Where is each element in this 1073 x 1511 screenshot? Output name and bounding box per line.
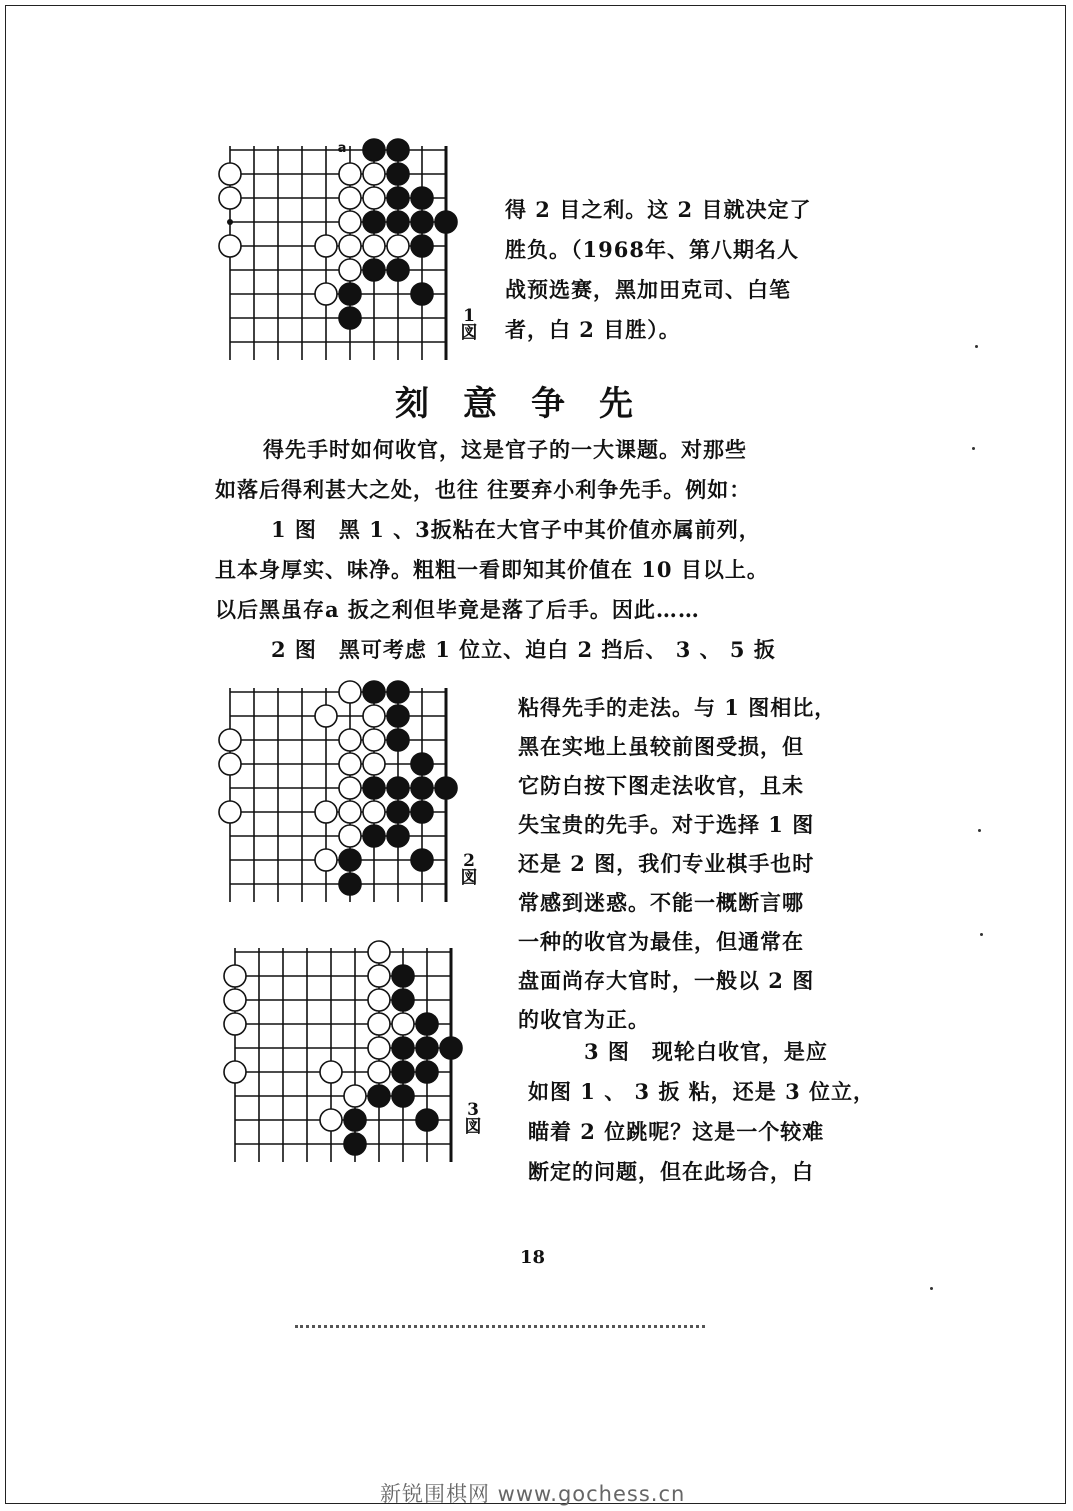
white-stone [219,801,241,823]
caption-line: 失宝贵的先手。对于选择 1 图 [518,812,815,837]
white-stone [363,801,385,823]
white-stone [339,777,361,799]
white-stone [363,187,385,209]
figure-3-caption [528,1032,875,1192]
black-stone [387,259,409,281]
black-stone [387,163,409,185]
white-stone [339,187,361,209]
figure-2-caption [518,688,836,1039]
caption-line: 断定的问题，但在此场合，白 [528,1159,814,1184]
black-stone [435,777,457,799]
scan-speck [978,829,981,832]
white-stone [224,965,246,987]
caption-line: 常感到迷惑。不能一概断言哪 [518,890,804,915]
scan-speck [975,345,978,348]
footer-scan-artifact [295,1325,705,1332]
white-stone [219,753,241,775]
black-stone [416,1013,438,1035]
body-line: 2 图 黑可考虑 1 位立、迫白 2 挡后、 3 、 5 扳 [271,637,776,662]
caption-line: 还是 2 图，我们专业棋手也时 [518,851,815,876]
black-stone [411,211,433,233]
white-stone [339,211,361,233]
black-stone [363,681,385,703]
white-stone [387,235,409,257]
page-number: 18 [520,1247,546,1268]
black-stone [392,965,414,987]
black-stone [416,1037,438,1059]
black-stone [387,729,409,751]
black-stone [363,259,385,281]
white-stone [368,1061,390,1083]
white-stone [344,1085,366,1107]
black-stone [387,777,409,799]
figure-1-caption [505,190,811,350]
caption-line: 的收官为正。 [518,1007,650,1032]
caption-line: 一种的收官为最佳，但通常在 [518,929,804,954]
black-stone [411,187,433,209]
white-stone [315,283,337,305]
black-stone [387,211,409,233]
black-stone [387,139,409,161]
white-stone [315,235,337,257]
white-stone [339,235,361,257]
go-diagram-figure-1 [210,138,460,370]
white-stone [392,1013,414,1035]
white-stone [339,801,361,823]
black-stone [411,777,433,799]
white-stone [363,753,385,775]
white-stone [219,235,241,257]
white-stone [363,235,385,257]
body-line: 1 图 黑 1 、3扳粘在大官子中其价值亦属前列， [271,517,761,542]
black-stone [416,1109,438,1131]
black-stone [344,1133,366,1155]
black-stone [392,1061,414,1083]
caption-line: 3 图 现轮白收官，是应 [584,1039,828,1064]
black-stone [368,1085,390,1107]
black-stone [339,283,361,305]
white-stone [320,1061,342,1083]
white-stone [339,825,361,847]
body-line: 且本身厚实、味净。粗粗一看即知其价值在 10 目以上。 [215,557,769,582]
black-stone [363,825,385,847]
white-stone [339,681,361,703]
white-stone [224,1061,246,1083]
black-stone [387,825,409,847]
caption-line: 得 2 目之利。这 2 目就决定了 [505,197,812,222]
black-stone [339,307,361,329]
white-stone [219,729,241,751]
white-stone [320,1109,342,1131]
black-stone [387,801,409,823]
white-stone [339,729,361,751]
black-stone [411,801,433,823]
body-line: 以后黑虽存a 扳之利但毕竟是落了后手。因此…… [215,597,700,622]
black-stone [387,705,409,727]
black-stone [411,283,433,305]
caption-line: 盘面尚存大官时，一般以 2 图 [518,968,815,993]
black-stone [344,1109,366,1131]
black-stone [416,1061,438,1083]
white-stone [368,989,390,1011]
white-stone [315,705,337,727]
black-stone [392,1037,414,1059]
figure-2-label: 2 図 [460,851,478,888]
black-stone [363,777,385,799]
black-stone [363,211,385,233]
black-stone [411,235,433,257]
caption-line: 它防白按下图走法收官，且未 [518,773,804,798]
body-text [215,430,776,670]
caption-line: 黑在实地上虽较前图受损，但 [518,734,804,759]
caption-line: 者，白 2 目胜）。 [505,317,681,342]
black-stone [387,187,409,209]
white-stone [363,705,385,727]
black-stone [387,681,409,703]
site-watermark: 新锐围棋网 www.gochess.cn [380,1482,686,1506]
white-stone [363,163,385,185]
white-stone [368,1013,390,1035]
white-stone [219,187,241,209]
white-stone [315,801,337,823]
caption-line: 瞄着 2 位跳呢？这是一个较难 [528,1119,825,1144]
caption-line: 粘得先手的走法。与 1 图相比， [518,695,837,720]
caption-line: 如图 1 、 3 扳 粘，还是 3 位立， [528,1079,876,1104]
white-stone [368,941,390,963]
scan-speck [980,933,983,936]
black-stone [411,849,433,871]
black-stone [440,1037,462,1059]
black-stone [339,849,361,871]
scan-speck [930,1287,933,1290]
figure-1-label: 1 図 [460,306,478,343]
board1-label-a: a [337,141,347,156]
scan-speck [972,447,975,450]
body-line: 得先手时如何收官，这是官子的一大课题。对那些 [263,437,747,462]
caption-line: 战预选赛，黑加田克司、白笔 [505,277,791,302]
caption-line: 胜负。（1968年、第八期名人 [505,237,799,262]
black-stone [392,989,414,1011]
white-stone [339,163,361,185]
black-stone [411,753,433,775]
section-title: 刻意争先 [395,384,667,424]
white-stone [368,1037,390,1059]
black-stone [392,1085,414,1107]
body-line: 如落后得利甚大之处，也往 往要弃小利争先手。例如： [215,477,752,502]
white-stone [368,965,390,987]
white-stone [219,163,241,185]
go-diagram-figure-2 [210,680,460,912]
white-stone [315,849,337,871]
black-stone [363,139,385,161]
white-stone [363,729,385,751]
black-stone [435,211,457,233]
black-stone [339,873,361,895]
figure-3-label: 3 図 [464,1100,482,1137]
go-diagram-figure-3 [215,940,465,1172]
white-stone [339,753,361,775]
white-stone [339,259,361,281]
white-stone [224,989,246,1011]
white-stone [224,1013,246,1035]
